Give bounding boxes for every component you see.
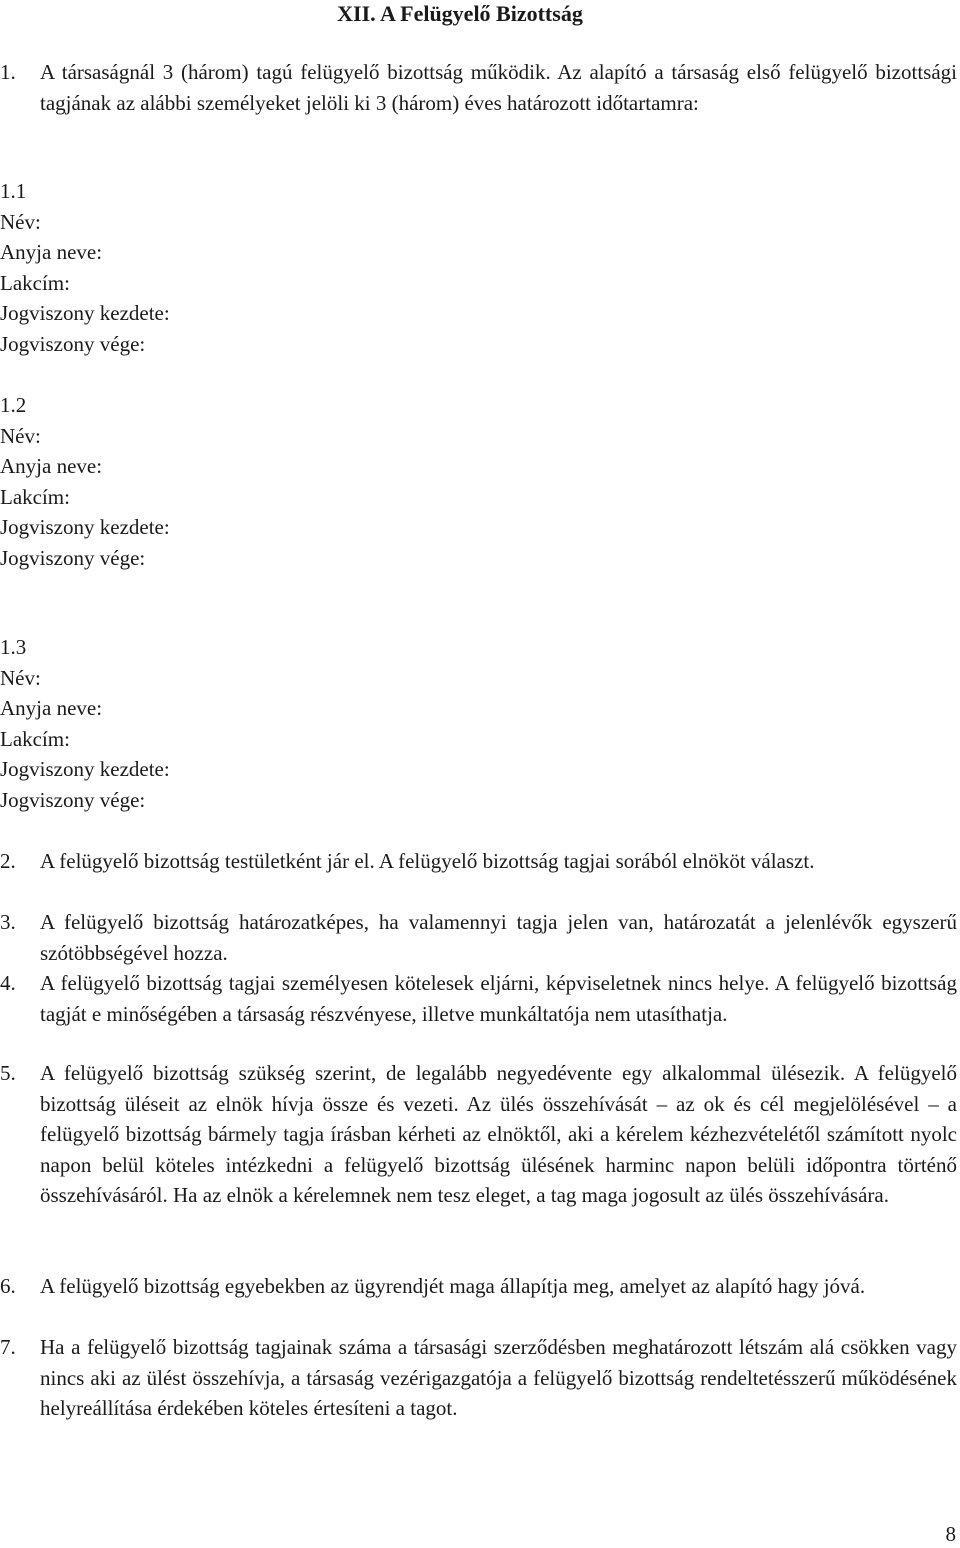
paragraph-text: A felügyelő bizottság egyebekben az ügyrendjét maga állapítja meg, amelyet az alapító hagy jóvá. bbox=[40, 1274, 866, 1298]
member-number: 1.1 bbox=[0, 179, 27, 203]
relationship-start-label: Jogviszony kezdete: bbox=[0, 757, 170, 781]
address-label: Lakcím: bbox=[0, 484, 70, 509]
paragraph-number: 5. bbox=[0, 1061, 16, 1085]
paragraph-text: Ha a felügyelő bizottság tagjainak száma a társasági szerződésben meghatározott létszám alá csökken vagy nincs aki az ülést összehívja, a társaság vezérigazgatója a felügyelő bizottság rendeltetésszerű működésének helyreállítása érdekében köteles értesíteni a tagot. bbox=[40, 1335, 957, 1420]
member-number: 1.3 bbox=[0, 635, 27, 659]
member-block-3 bbox=[0, 632, 170, 815]
paragraph-3 bbox=[0, 907, 957, 968]
name-label: Név: bbox=[0, 423, 41, 448]
paragraph-number: 3. bbox=[0, 910, 16, 934]
paragraph-text: A felügyelő bizottság tagjai személyesen kötelesek eljárni, képviseletnek nincs helye. A felügyelő bizottság tagját e minőségében a társaság részvényese, illetve munkáltatója nem utasíthatja. bbox=[40, 971, 957, 1026]
paragraph-number: 4. bbox=[0, 971, 16, 995]
address-label: Lakcím: bbox=[0, 270, 70, 295]
relationship-end-label: Jogviszony vége: bbox=[0, 331, 146, 356]
paragraph-2 bbox=[0, 846, 957, 877]
mother-name-label: Anyja neve: bbox=[0, 454, 103, 478]
paragraph-6 bbox=[0, 1271, 957, 1302]
mother-name-label: Anyja neve: bbox=[0, 696, 103, 720]
paragraph-text: A felügyelő bizottság testületként jár el. A felügyelő bizottság tagjai sorából elnököt választ. bbox=[40, 849, 815, 873]
paragraph-number: 7. bbox=[0, 1335, 16, 1359]
mother-name-label: Anyja neve: bbox=[0, 240, 103, 264]
paragraph-4 bbox=[0, 968, 957, 1029]
member-block-1 bbox=[0, 176, 170, 359]
address-label: Lakcím: bbox=[0, 726, 70, 751]
paragraph-number: 1. bbox=[0, 60, 16, 84]
paragraph-5 bbox=[0, 1058, 957, 1211]
name-label: Név: bbox=[0, 209, 41, 234]
page-number: 8 bbox=[945, 1522, 956, 1546]
member-block-2 bbox=[0, 390, 170, 573]
paragraph-text: A felügyelő bizottság szükség szerint, de legalább negyedévente egy alkalommal ülésezik. A felügyelő bizottság üléseit az elnök hívja össze és vezeti. Az ülés összehívását – az ok és cél megjelölésével – a felügyelő bizottság bármely tagja írásban kérheti az elnöktől, aki a kérelem kézhezvételétől számított nyolc napon belül köteles intézkedni a felügyelő bizottság ülésének harminc napon belüli időpontra történő összehívásáról. Ha az elnök a kérelemnek nem tesz eleget, a tag maga jogosult az ülés összehívására. bbox=[40, 1061, 957, 1207]
relationship-start-label: Jogviszony kezdete: bbox=[0, 515, 170, 539]
paragraph-7 bbox=[0, 1332, 957, 1424]
member-number: 1.2 bbox=[0, 393, 27, 417]
paragraph-text: A felügyelő bizottság határozatképes, ha valamennyi tagja jelen van, határozatát a jelenlévők egyszerű szótöbbségével hozza. bbox=[40, 910, 957, 965]
relationship-end-label: Jogviszony vége: bbox=[0, 787, 146, 812]
relationship-start-label: Jogviszony kezdete: bbox=[0, 301, 170, 325]
paragraph-text: A társaságnál 3 (három) tagú felügyelő bizottság működik. Az alapító a társaság első felügyelő bizottsági tagjának az alábbi személyeket jelöli ki 3 (három) éves határozott időtartamra: bbox=[40, 60, 957, 115]
paragraph-number: 2. bbox=[0, 849, 16, 873]
relationship-end-label: Jogviszony vége: bbox=[0, 545, 146, 570]
paragraph-1 bbox=[0, 57, 957, 118]
name-label: Név: bbox=[0, 665, 41, 690]
section-title: XII. A Felügyelő Bizottság bbox=[337, 1, 583, 26]
paragraph-number: 6. bbox=[0, 1274, 16, 1298]
